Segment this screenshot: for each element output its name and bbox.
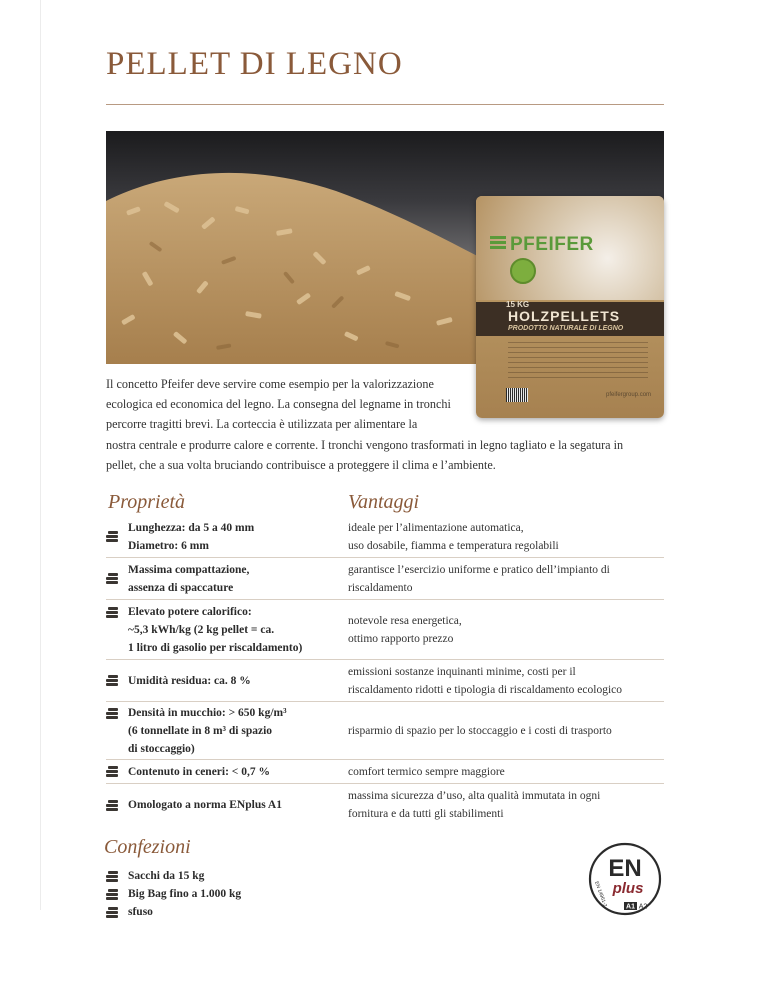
bag-subtitle: PRODOTTO NATURALE DI LEGNO bbox=[508, 325, 624, 332]
packaging-label: Sacchi da 15 kg bbox=[128, 870, 205, 882]
property-text: ~5,3 kWh/kg (2 kg pellet = ca. bbox=[128, 623, 275, 636]
table-row bbox=[106, 660, 664, 702]
pfeifer-logo-icon bbox=[490, 236, 506, 251]
heading-proprieta: Proprietà bbox=[108, 491, 186, 513]
property-text: Elevato potere calorifico: bbox=[128, 605, 252, 618]
advantage-text: massima sicurezza d’uso, alta qualità immutata in ogni bbox=[348, 790, 601, 802]
property-text: Lunghezza: da 5 a 40 mm bbox=[128, 521, 255, 534]
property-cell bbox=[106, 763, 348, 781]
bag-product-name: HOLZPELLETS bbox=[508, 308, 621, 324]
advantage-cell bbox=[348, 787, 664, 823]
property-text: Massima compattazione, bbox=[128, 563, 250, 576]
pellet-stack-icon bbox=[106, 607, 118, 618]
property-text: Omologato a norma ENplus A1 bbox=[128, 799, 282, 811]
advantage-text: fornitura e da tutti gli stabilimenti bbox=[348, 808, 504, 820]
pellet-stack-icon bbox=[106, 800, 118, 811]
pellet-stack-icon bbox=[106, 675, 118, 686]
advantage-cell bbox=[348, 663, 664, 699]
pellet-stack-icon bbox=[106, 889, 118, 900]
table-row bbox=[106, 760, 664, 784]
property-cell bbox=[106, 704, 348, 758]
pellet-stack-icon bbox=[106, 531, 118, 542]
pellet-stack-icon bbox=[106, 573, 118, 584]
margin-rule bbox=[40, 0, 41, 910]
pellet-stack-icon bbox=[106, 766, 118, 777]
table-row bbox=[106, 702, 664, 760]
property-text: di stoccaggio) bbox=[128, 742, 195, 755]
heading-confezioni: Confezioni bbox=[104, 836, 191, 858]
packaging-list bbox=[106, 867, 241, 921]
bag-fine-print bbox=[508, 342, 648, 378]
bag-brand: PFEIFER bbox=[510, 234, 594, 255]
badge-plus: plus bbox=[612, 880, 644, 897]
properties-table bbox=[106, 516, 664, 826]
property-text: Umidità residua: ca. 8 % bbox=[128, 674, 251, 687]
advantage-cell bbox=[348, 763, 664, 781]
pellet-stack-icon bbox=[106, 708, 118, 719]
list-item bbox=[106, 885, 241, 903]
intro-line: nostra centrale e produrre calore e corrente. I tronchi vengono trasformati in legno tagliato e la segatura in bbox=[106, 437, 624, 452]
advantage-text: garantisce l’esercizio uniforme e pratico dell’impianto di bbox=[348, 563, 610, 576]
advantage-cell bbox=[348, 519, 664, 555]
bag-seal-icon bbox=[510, 258, 536, 284]
property-cell bbox=[106, 603, 348, 657]
property-cell bbox=[106, 672, 348, 690]
table-row bbox=[106, 558, 664, 600]
pellet-stack-icon bbox=[106, 907, 118, 918]
page-title: PELLET DI LEGNO bbox=[106, 46, 403, 82]
advantage-text: risparmio di spazio per lo stoccaggio e i costi di trasporto bbox=[348, 724, 612, 737]
advantage-text: emissioni sostanze inquinanti minime, costi per il bbox=[348, 665, 576, 678]
intro-line: pellet, che a sua volta bruciando contribuisce a proteggere il clima e l’ambiente. bbox=[106, 457, 496, 472]
advantage-cell bbox=[348, 561, 664, 597]
table-row bbox=[106, 784, 664, 826]
bag-url: pfeifergroup.com bbox=[606, 392, 652, 398]
property-text: Contenuto in ceneri: < 0,7 % bbox=[128, 765, 270, 778]
advantage-text: uso dosabile, fiamma e temperatura regolabili bbox=[348, 539, 559, 552]
badge-norm: EN 14961-2 bbox=[593, 880, 608, 908]
pellet-stack-icon bbox=[106, 871, 118, 882]
property-text: assenza di spaccature bbox=[128, 581, 234, 594]
title-divider bbox=[106, 104, 664, 105]
badge-grade-a2: A2 bbox=[638, 903, 648, 911]
property-text: (6 tonnellate in 8 m³ di spazio bbox=[128, 724, 273, 737]
badge-grade-a1: A1 bbox=[626, 903, 635, 911]
packaging-label: Big Bag fino a 1.000 kg bbox=[128, 888, 242, 900]
advantage-text: ottimo rapporto prezzo bbox=[348, 632, 454, 645]
intro-line: percorre tragitti brevi. La corteccia è utilizzata per alimentare la bbox=[106, 417, 418, 432]
bag-weight: 15 KG bbox=[506, 300, 530, 309]
intro-line: ecologica ed economica del legno. La consegna del legname in tronchi bbox=[106, 397, 451, 412]
heading-vantaggi: Vantaggi bbox=[348, 491, 420, 513]
property-cell bbox=[106, 519, 348, 555]
property-text: Diametro: 6 mm bbox=[128, 539, 209, 552]
advantage-text: comfort termico sempre maggiore bbox=[348, 765, 505, 778]
property-text: 1 litro di gasolio per riscaldamento) bbox=[128, 641, 303, 654]
advantage-text: ideale per l’alimentazione automatica, bbox=[348, 521, 524, 534]
enplus-certification-badge bbox=[588, 842, 662, 916]
advantage-cell bbox=[348, 612, 664, 648]
table-row bbox=[106, 516, 664, 558]
packaging-label: sfuso bbox=[128, 906, 153, 918]
intro-paragraph bbox=[106, 374, 666, 475]
list-item bbox=[106, 903, 241, 921]
table-row bbox=[106, 600, 664, 660]
property-cell bbox=[106, 561, 348, 597]
advantage-text: riscaldamento ridotti e tipologia di riscaldamento ecologico bbox=[348, 683, 623, 696]
list-item bbox=[106, 867, 241, 885]
badge-en: EN bbox=[608, 855, 642, 882]
advantage-cell bbox=[348, 722, 664, 740]
intro-line: Il concetto Pfeifer deve servire come esempio per la valorizzazione bbox=[106, 377, 434, 391]
property-text: Densità in mucchio: > 650 kg/m³ bbox=[128, 706, 287, 719]
property-cell bbox=[106, 796, 348, 814]
advantage-text: riscaldamento bbox=[348, 581, 413, 594]
advantage-text: notevole resa energetica, bbox=[348, 614, 462, 627]
